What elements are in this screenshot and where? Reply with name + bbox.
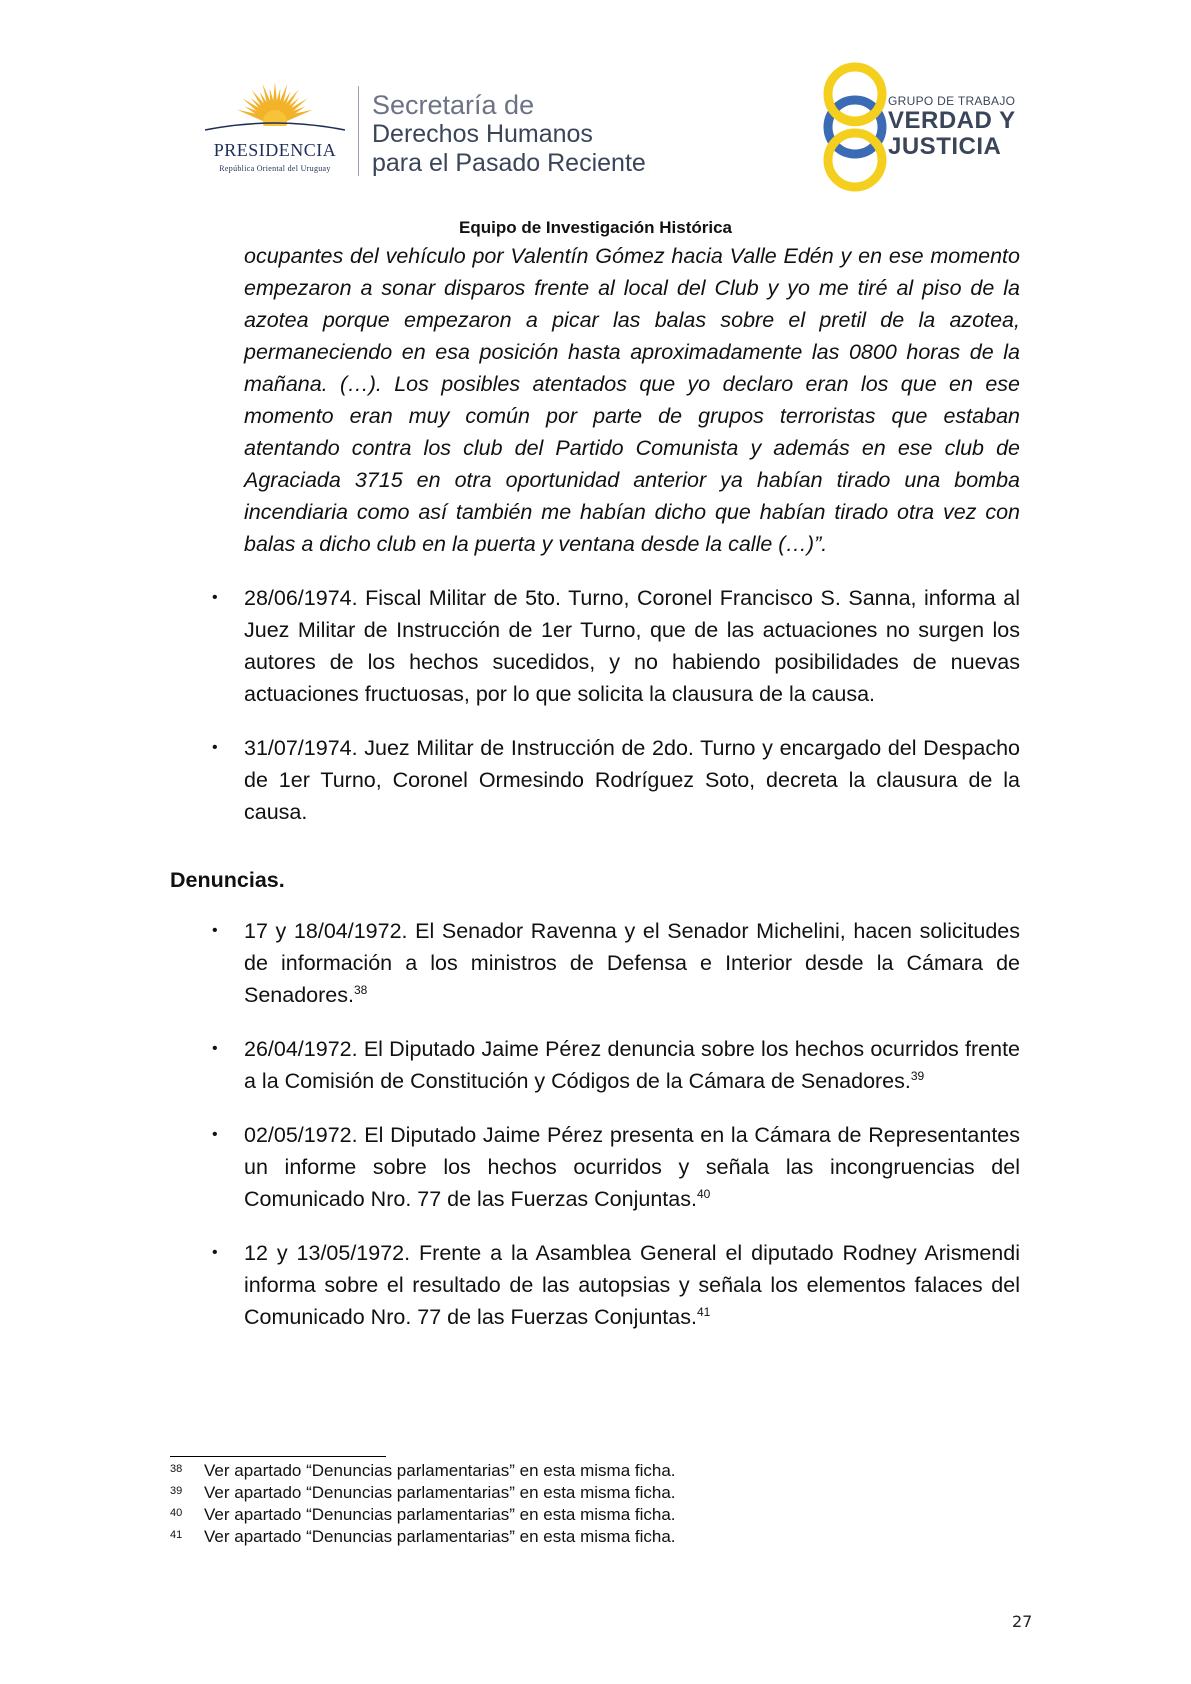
footnote-ref[interactable]: 39 xyxy=(910,1068,925,1083)
list-item-text: 26/04/1972. El Diputado Jaime Pérez denuncia sobre los hechos ocurridos frente a la Comisión de Constitución y Códigos de la Cámara de Senadores. xyxy=(244,1037,1020,1093)
list-item xyxy=(170,1033,1020,1097)
footnote xyxy=(170,1526,1020,1548)
footnote-number: 38 xyxy=(170,1463,183,1475)
bullet-icon: • xyxy=(212,922,218,939)
page-number: 27 xyxy=(1012,1612,1033,1631)
footnote-number: 40 xyxy=(170,1507,183,1519)
presidencia-logo xyxy=(195,80,355,180)
list-item xyxy=(170,915,1020,1011)
footnote-ref[interactable]: 38 xyxy=(353,982,368,997)
list-item xyxy=(170,1119,1020,1215)
footnote-text: Ver apartado “Denuncias parlamentarias” en esta misma ficha. xyxy=(204,1527,676,1546)
section-heading: Denuncias. xyxy=(170,868,285,892)
gtvj-line-3: JUSTICIA xyxy=(888,133,1002,160)
footnote-number: 41 xyxy=(170,1529,183,1541)
secretaria-line-3: para el Pasado Reciente xyxy=(372,149,646,177)
footnote-separator xyxy=(170,1456,386,1457)
gtvj-line-1: GRUPO DE TRABAJO xyxy=(888,94,1016,108)
bullet-icon: • xyxy=(212,1244,218,1261)
footnote-number: 39 xyxy=(170,1485,183,1497)
bullet-icon: • xyxy=(212,1126,218,1143)
list-item-text: 02/05/1972. El Diputado Jaime Pérez presenta en la Cámara de Representantes un informe sobre los hechos ocurridos y señala las incongruencias del Comunicado Nro. 77 de las Fuerzas Conjuntas. xyxy=(244,1123,1020,1211)
case-events-list xyxy=(170,582,1020,828)
list-item-text: 28/06/1974. Fiscal Militar de 5to. Turno, Coronel Francisco S. Sanna, informa al Juez Militar de Instrucción de 1er Turno, que de las actuaciones no surgen los autores de los hechos sucedidos, y no habiendo posibilidades de nuevas actuaciones fructuosas, por lo que solicita la clausura de la causa. xyxy=(244,586,1020,706)
team-title: Equipo de Investigación Histórica xyxy=(459,218,732,237)
gtvj-line-2: VERDAD Y xyxy=(888,107,1016,134)
list-item xyxy=(170,582,1020,710)
footnote-text: Ver apartado “Denuncias parlamentarias” en esta misma ficha. xyxy=(204,1505,676,1524)
header-divider xyxy=(358,86,359,176)
testimony-quote: ocupantes del vehículo por Valentín Gómez hacia Valle Edén y en ese momento empezaron a sonar disparos frente al local del Club y yo me tiré al piso de la azotea porque empezaron a picar las balas sobre el pretil de la azotea, permaneciendo en esa posición hasta aproximadamente las 0800 horas de la mañana. (…). Los posibles atentados que yo declaro eran los que en ese momento eran muy común por parte de grupos terroristas que estaban atentando contra los club del Partido Comunista y además en ese club de Agraciada 3715 en otra oportunidad anterior ya habían tirado una bomba incendiaria como así también me habían dicho que habían tirado otra vez con balas a dicho club en la puerta y ventana desde la calle (…)”. xyxy=(244,244,1020,556)
list-item-text: 31/07/1974. Juez Militar de Instrucción de 2do. Turno y encargado del Despacho de 1er Turno, Coronel Ormesindo Rodríguez Soto, decreta la clausura de la causa. xyxy=(244,736,1020,824)
bullet-icon: • xyxy=(212,589,218,606)
footnote-text: Ver apartado “Denuncias parlamentarias” en esta misma ficha. xyxy=(204,1461,676,1480)
bullet-icon: • xyxy=(212,1040,218,1057)
footnotes xyxy=(170,1460,1020,1548)
gtvj-logo-text xyxy=(888,94,1016,160)
presidencia-name: PRESIDENCIA xyxy=(213,140,337,160)
list-item-text: 17 y 18/04/1972. El Senador Ravenna y el Senador Michelini, hacen solicitudes de información a los ministros de Defensa e Interior desde la Cámara de Senadores. xyxy=(244,919,1020,1007)
footnote-ref[interactable]: 40 xyxy=(696,1186,711,1201)
footnote-ref[interactable]: 41 xyxy=(696,1304,711,1319)
list-item xyxy=(170,732,1020,828)
sun-icon xyxy=(195,80,355,140)
footnote xyxy=(170,1460,1020,1482)
page-header xyxy=(0,0,1191,237)
list-item-text: 12 y 13/05/1972. Frente a la Asamblea General el diputado Rodney Arismendi informa sobre el resultado de las autopsias y señala los elementos falaces del Comunicado Nro. 77 de las Fuerzas Conjuntas. xyxy=(244,1241,1020,1329)
secretaria-logo-text xyxy=(372,90,646,178)
footnote xyxy=(170,1504,1020,1526)
presidencia-subtitle: República Oriental del Uruguay xyxy=(219,164,331,173)
secretaria-line-2: Derechos Humanos xyxy=(372,120,593,148)
page-content xyxy=(170,240,1020,1333)
chain-rings-icon xyxy=(810,62,900,192)
bullet-icon: • xyxy=(212,739,218,756)
footnote-text: Ver apartado “Denuncias parlamentarias” en esta misma ficha. xyxy=(204,1483,676,1502)
denuncias-list xyxy=(170,915,1020,1333)
footnote xyxy=(170,1482,1020,1504)
list-item xyxy=(170,1237,1020,1333)
secretaria-line-1: Secretaría de xyxy=(372,90,535,120)
